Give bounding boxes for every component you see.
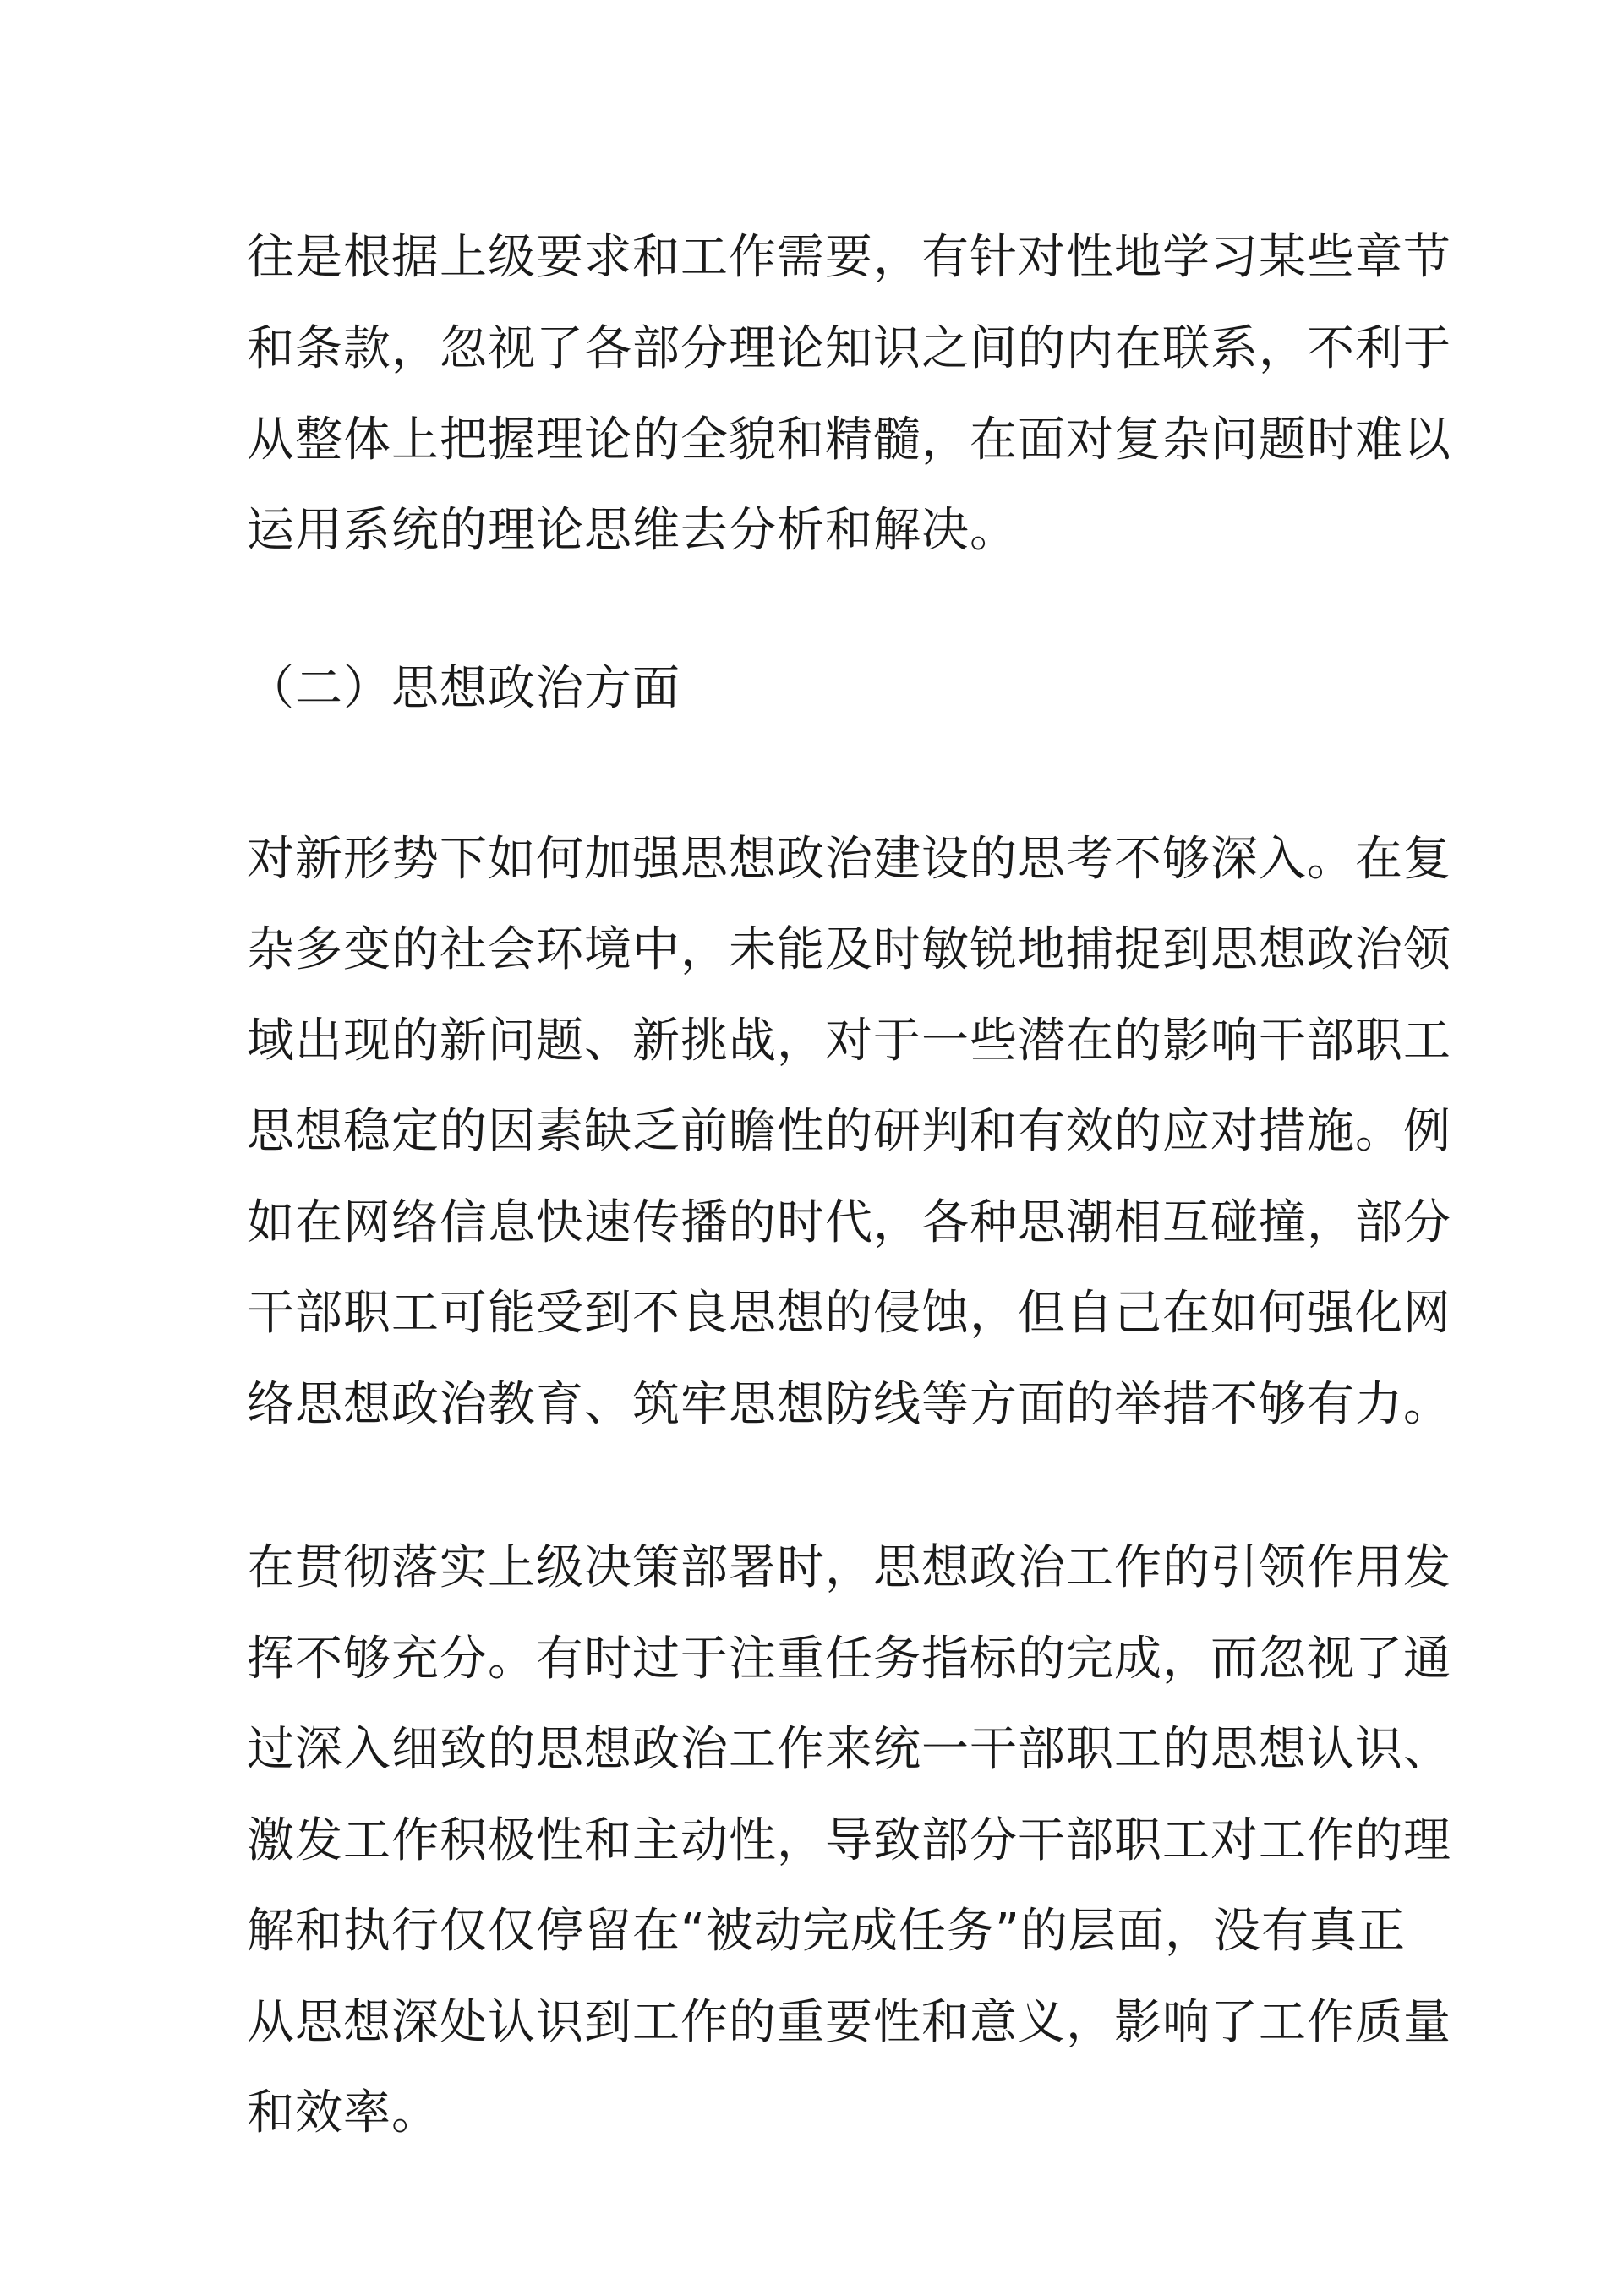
paragraph-1-line: 从整体上把握理论的全貌和精髓，在面对复杂问题时难以 bbox=[247, 413, 1451, 467]
paragraph-1-line: 和条款，忽视了各部分理论知识之间的内在联系，不利于 bbox=[247, 321, 1451, 376]
paragraph-3-line: 在贯彻落实上级决策部署时，思想政治工作的引领作用发 bbox=[247, 1540, 1451, 1595]
paragraph-3-line: 激发工作积极性和主动性，导致部分干部职工对工作的理 bbox=[247, 1813, 1451, 1868]
paragraph-2-line: 如在网络信息快速传播的时代，各种思潮相互碰撞，部分 bbox=[247, 1195, 1451, 1250]
paragraph-3-line: 和效率。 bbox=[247, 2086, 440, 2140]
paragraph-3-line: 挥不够充分。有时过于注重任务指标的完成，而忽视了通 bbox=[247, 1632, 1451, 1686]
paragraph-2-line: 对新形势下如何加强思想政治建设的思考不够深入。在复 bbox=[247, 832, 1451, 887]
paragraph-1-line: 运用系统的理论思维去分析和解决。 bbox=[247, 503, 1018, 558]
section-heading: （二）思想政治方面 bbox=[247, 661, 680, 716]
paragraph-3-line: 过深入细致的思想政治工作来统一干部职工的思想认识、 bbox=[247, 1722, 1451, 1777]
paragraph-3-line: 从思想深处认识到工作的重要性和意义，影响了工作质量 bbox=[247, 1995, 1451, 2050]
paragraph-2-line: 思想稳定的因素缺乏前瞻性的研判和有效的应对措施。例 bbox=[247, 1104, 1451, 1159]
paragraph-3-line: 解和执行仅仅停留在“被动完成任务”的层面，没有真正 bbox=[247, 1904, 1407, 1959]
paragraph-2-line: 干部职工可能受到不良思想的侵蚀，但自己在如何强化网 bbox=[247, 1286, 1451, 1341]
paragraph-2-line: 杂多变的社会环境中，未能及时敏锐地捕捉到思想政治领 bbox=[247, 922, 1451, 977]
paragraph-2-line: 络思想政治教育、筑牢思想防线等方面的举措不够有力。 bbox=[247, 1377, 1451, 1432]
paragraph-1-line: 往是根据上级要求和工作需要，有针对性地学习某些章节 bbox=[247, 230, 1451, 285]
paragraph-2-line: 域出现的新问题、新挑战，对于一些潜在的影响干部职工 bbox=[247, 1014, 1451, 1069]
